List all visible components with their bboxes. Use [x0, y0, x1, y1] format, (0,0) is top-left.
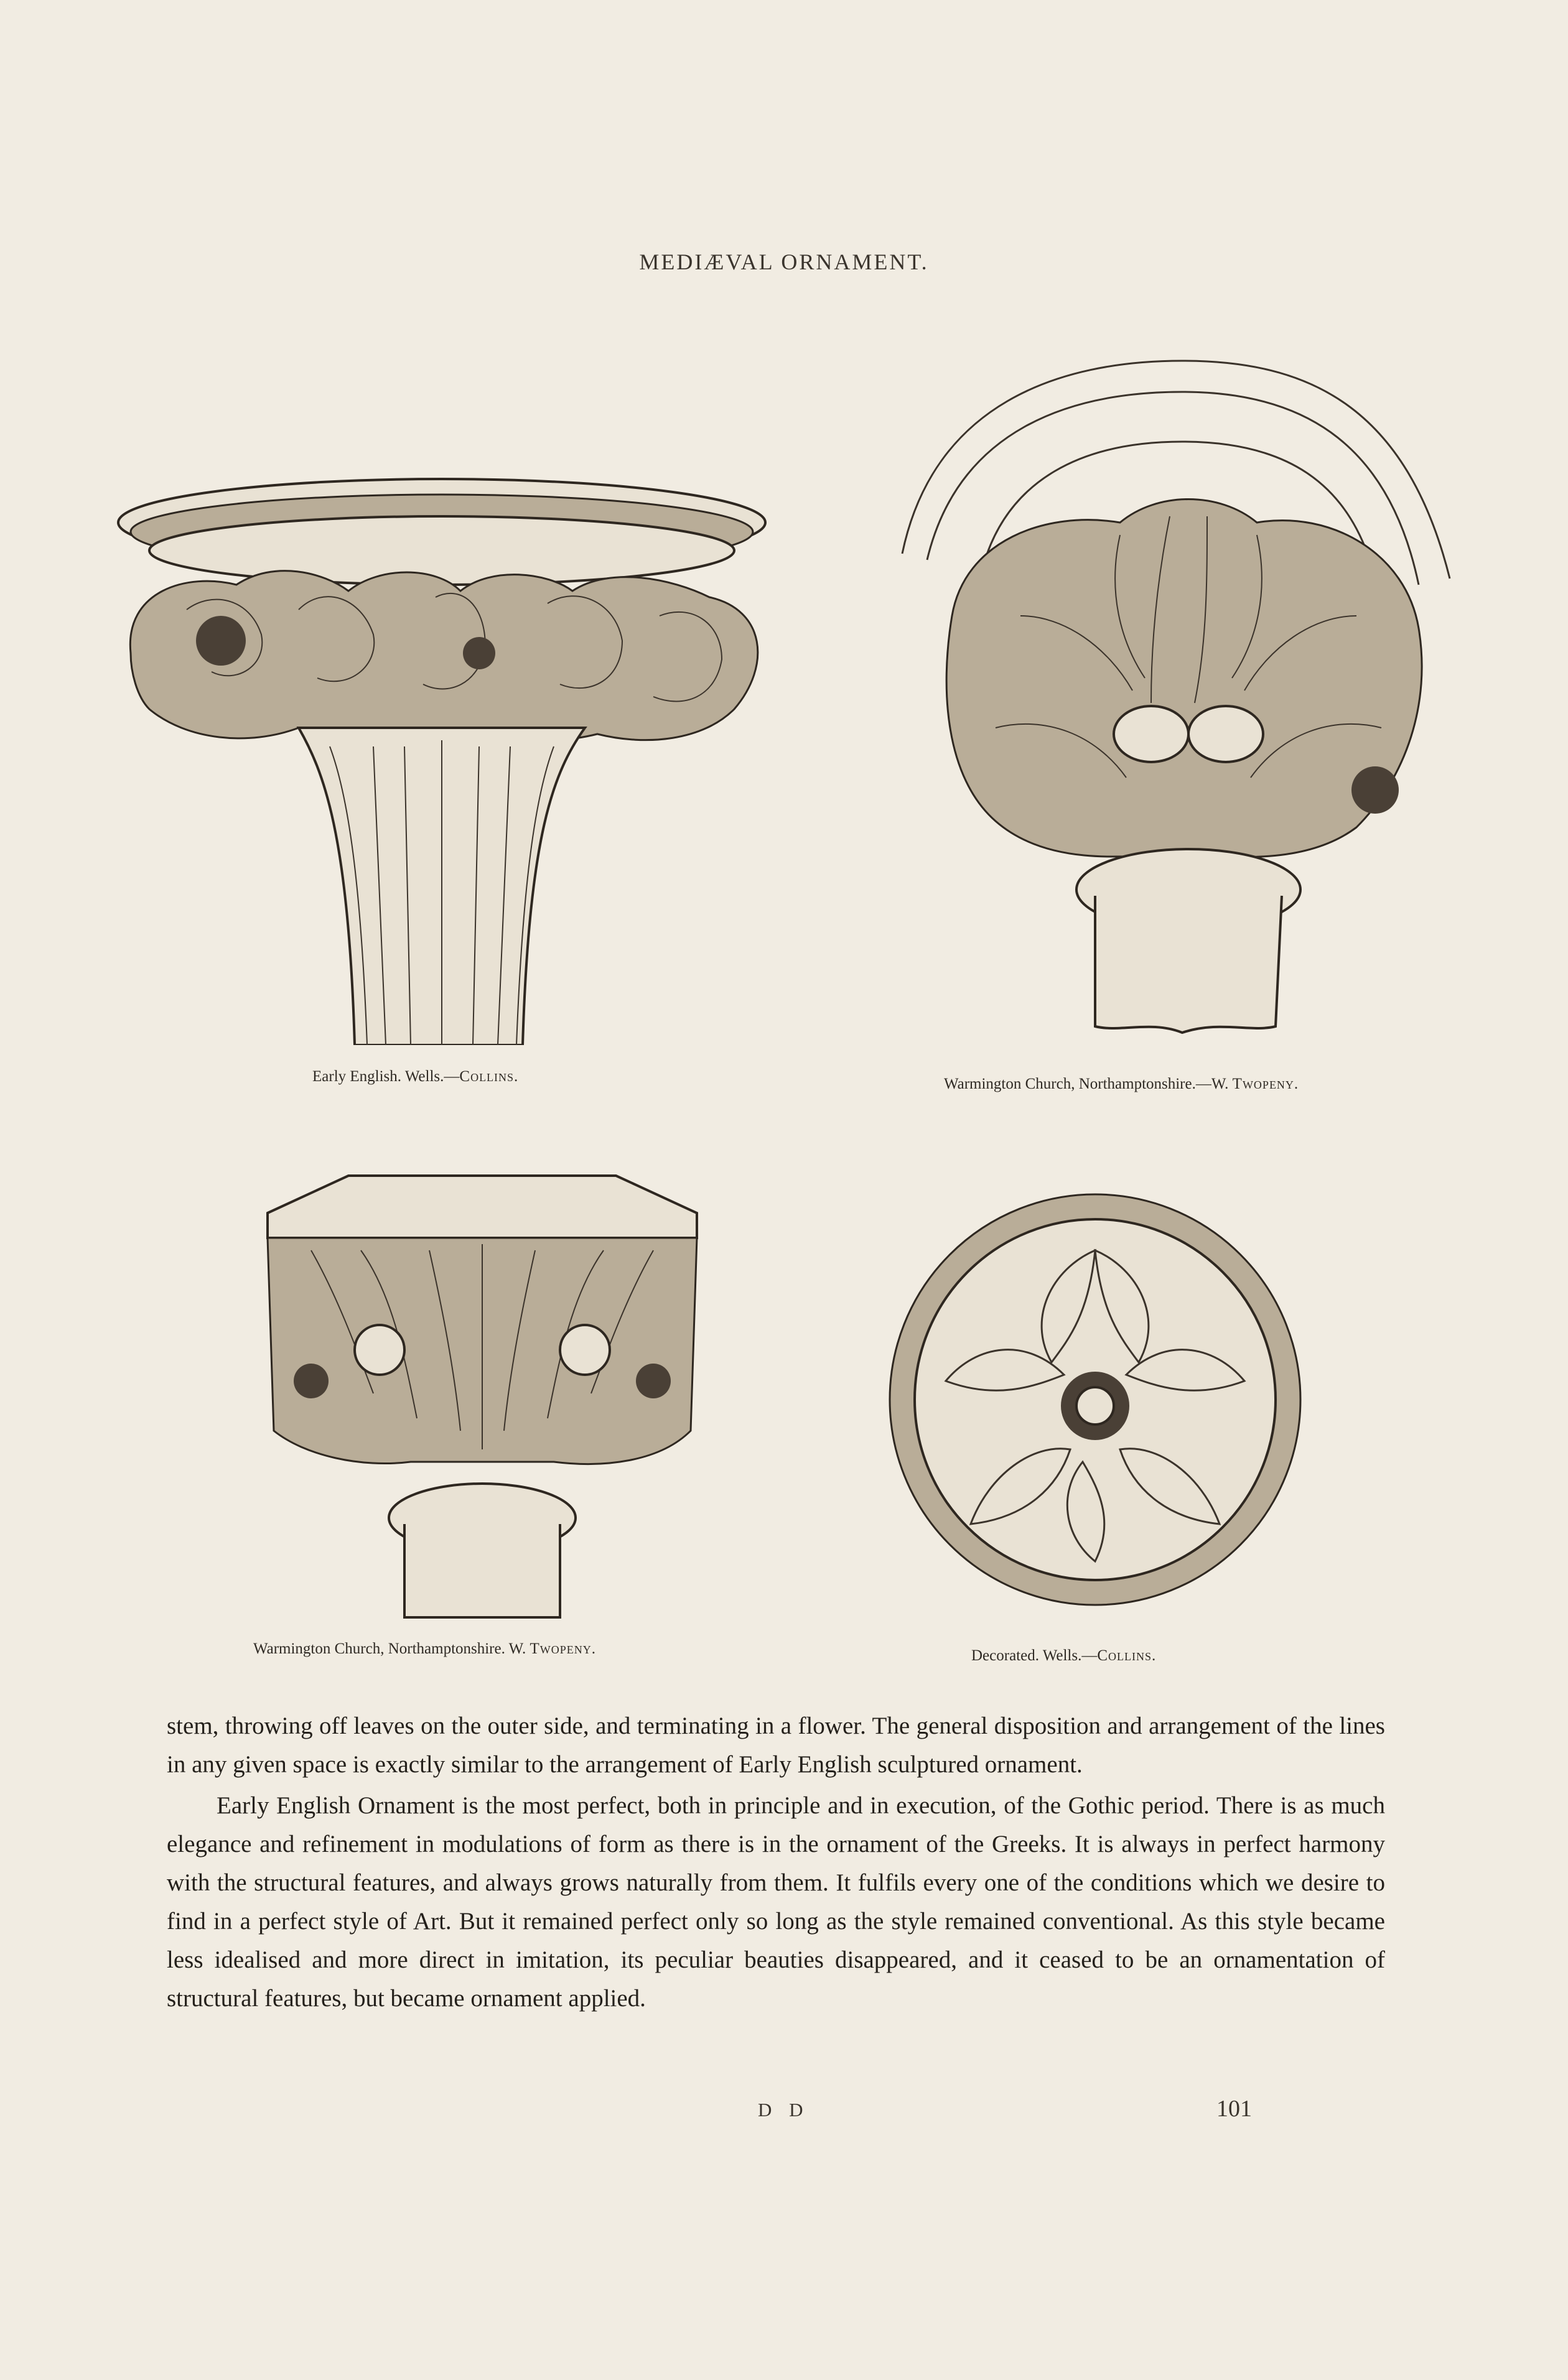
paragraph: Early English Ornament is the most perfect, both in principle and in execution, of the Gothic period. There is as much elegance and refinement in modulations of form as there is in the ornament of the Greeks. It is always in perfect harmony with the structural features, and always grows naturally from them. It fulfils every one of the conditions which we desire to find in a perfect style of Art. But it remained perfect only so long as the style remained conventional. As this style became less idealised and more direct in imitation, its peculiar beauties disappeared, and it ceased to be an ornamentation of structural features, but became ornament applied.	[167, 1792, 1385, 2012]
caption-plate-1	[312, 1068, 518, 1085]
plate-warmington-capital	[255, 1169, 709, 1624]
caption-author: Twopeny.	[1232, 1076, 1299, 1092]
paragraph: stem, throwing off leaves on the outer side, and terminating in a flower. The general disposition and arrangement of the lines in any given space is exactly similar to the arrangement of Early English sculptured ornament.	[167, 1713, 1385, 1778]
caption-author: Collins.	[459, 1068, 519, 1085]
plate-early-english-capital	[112, 448, 778, 1045]
caption-author: Twopeny.	[530, 1640, 596, 1657]
running-title: MEDIÆVAL ORNAMENT.	[639, 249, 929, 274]
caption-plate-4	[971, 1647, 1156, 1665]
caption-text: Early English. Wells.—	[312, 1068, 460, 1085]
caption-text: Warmington Church, Northamptonshire.—W.	[944, 1076, 1233, 1092]
signature-mark: D D	[758, 2099, 810, 2121]
caption-author: Collins.	[1097, 1647, 1157, 1664]
caption-text: Warmington Church, Northamptonshire. W.	[253, 1640, 530, 1657]
plate-warmington-capital-arch	[859, 355, 1481, 1045]
plate-decorated-boss	[865, 1176, 1325, 1624]
caption-plate-3	[253, 1640, 596, 1658]
caption-plate-2	[944, 1076, 1299, 1093]
body-text	[167, 1707, 1385, 2018]
caption-text: Decorated. Wells.—	[971, 1647, 1098, 1664]
page-number: 101	[1216, 2096, 1252, 2122]
